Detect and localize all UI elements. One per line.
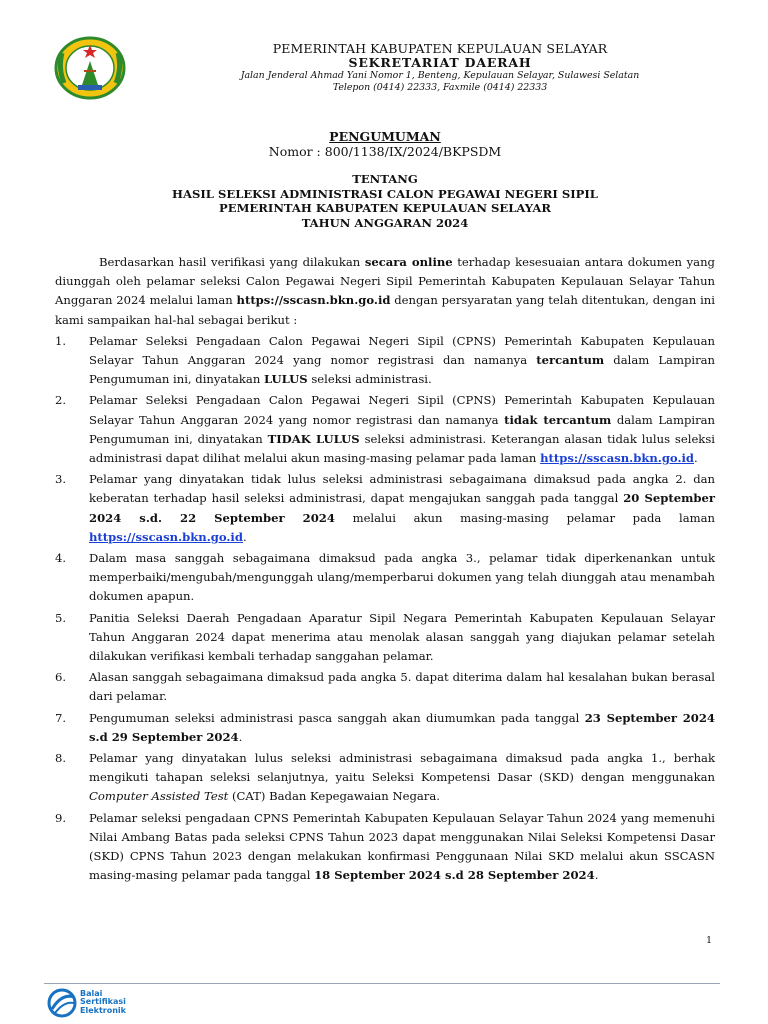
list-item-text: Panitia Seleksi Daerah Pengadaan Aparatur Sipil Negara Pemerintah Kabupaten Kepulauan Selayar Tahun Anggaran 2024 dapat menerima atau menolak alasan sanggah yang diajukan pelamar setelah dilakukan verifikasi kembali terhadap sanggahan pelamar. xyxy=(89,610,715,664)
sscasn-link[interactable]: https://sscasn.bkn.go.id xyxy=(540,451,695,466)
list-item-text: Pengumuman seleksi administrasi pasca sanggah akan diumumkan pada tanggal 23 September 2024 s.d 29 September 2024. xyxy=(89,710,716,744)
list-item xyxy=(55,749,715,807)
list-item-number: 8. xyxy=(55,751,67,766)
list-item xyxy=(55,668,715,706)
announcement-body xyxy=(55,253,715,886)
list-item xyxy=(55,549,715,607)
list-item-text: Dalam masa sanggah sebagaimana dimaksud pada angka 3., pelamar tidak diperkenankan untuk memperbaiki/mengubah/mengunggah ulang/memperbarui dokumen yang telah diunggah atau menambah dokumen apapun. xyxy=(89,551,715,604)
letterhead-government-name: PEMERINTAH KABUPATEN KEPULAUAN SELAYAR xyxy=(272,41,608,56)
list-item xyxy=(55,470,715,547)
announcement-subject-line-1: HASIL SELEKSI ADMINISTRASI CALON PEGAWAI NEGERI SIPIL xyxy=(172,186,598,201)
list-item-number: 9. xyxy=(55,810,67,825)
list-item-number: 6. xyxy=(55,670,67,685)
list-item-number: 2. xyxy=(55,393,67,408)
letterhead-phone: Telepon (0414) 22333, Faxmile (0414) 22333 xyxy=(332,82,548,93)
bse-brand-text: Balai Sertifikasi Elektronik xyxy=(80,989,126,1015)
page-number: 1 xyxy=(706,935,713,946)
list-item xyxy=(55,709,715,747)
list-item xyxy=(55,391,715,468)
list-item-text: Pelamar seleksi pengadaan CPNS Pemerintah Kabupaten Kepulauan Selayar Tahun 2024 yang memenuhi Nilai Ambang Batas pada seleksi CPNS Tahun 2023 dapat menggunakan Nilai Seleksi Kompetensi Dasar (SKD) CPNS Tahun 2023 dengan melakukan konfirmasi Penggunaan Nilai SKD melalui akun SSCASN masing-masing pelamar pada tanggal 18 September 2024 s.d 28 September 2024. xyxy=(89,810,715,883)
footer-divider xyxy=(44,983,720,984)
list-item-text: Pelamar yang dinyatakan tidak lulus seleksi administrasi sebagaimana dimaksud pada angka 2. dan keberatan terhadap hasil seleksi administrasi, dapat mengajukan sanggah pada tanggal 20 September 2024 s.d. 22 September 2024 melalui akun masing-masing pelamar pada laman https://sscasn.bkn.go.id. xyxy=(89,472,715,544)
announcement-subject-line-3: TAHUN ANGGARAN 2024 xyxy=(301,215,469,230)
announcement-items xyxy=(55,332,715,886)
list-item-number: 1. xyxy=(55,333,67,348)
list-item xyxy=(55,809,715,886)
list-item-number: 5. xyxy=(55,610,67,625)
regency-emblem-logo xyxy=(52,35,128,101)
list-item-text: Pelamar Seleksi Pengadaan Calon Pegawai Negeri Sipil (CPNS) Pemerintah Kabupaten Kepulauan Selayar Tahun Anggaran 2024 yang nomor registrasi dan namanya tidak tercantum dalam Lampiran Pengumuman ini, dinyatakan TIDAK LULUS seleksi administrasi. Keterangan alasan tidak lulus seleksi administrasi dapat dilihat melalui akun masing-masing pelamar pada laman https://sscasn.bkn.go.id. xyxy=(89,393,715,466)
letterhead-office-name: SEKRETARIAT DAERAH xyxy=(348,55,532,70)
list-item-number: 3. xyxy=(55,472,67,487)
list-item-text: Pelamar Seleksi Pengadaan Calon Pegawai Negeri Sipil (CPNS) Pemerintah Kabupaten Kepulauan Selayar Tahun Anggaran 2024 yang nomor registrasi dan namanya tercantum dalam Lampiran Pengumuman ini, dinyatakan LULUS seleksi administrasi. xyxy=(89,333,715,387)
list-item-text: Alasan sanggah sebagaimana dimaksud pada angka 5. dapat diterima dalam hal kesalahan bukan berasal dari pelamar. xyxy=(89,670,715,704)
list-item xyxy=(55,332,715,390)
intro-paragraph: Berdasarkan hasil verifikasi yang dilakukan secara online terhadap kesesuaian antara dokumen yang diunggah oleh pelamar seleksi Calon Pegawai Negeri Sipil Pemerintah Kabupaten Kepulauan Selayar Tahun Anggaran 2024 melalui laman https://sscasn.bkn.go.id dengan persyaratan yang telah ditentukan, dengan ini kami sampaikan hal-hal sebagai berikut : xyxy=(55,255,715,327)
announcement-number: Nomor : 800/1138/IX/2024/BKPSDM xyxy=(268,144,502,159)
announcement-heading: PENGUMUMAN xyxy=(329,129,441,144)
sscasn-link[interactable]: https://sscasn.bkn.go.id xyxy=(89,529,243,544)
letterhead-address: Jalan Jenderal Ahmad Yani Nomor 1, Benteng, Kepulauan Selayar, Sulawesi Selatan xyxy=(240,70,640,81)
announcement-title-block xyxy=(60,129,710,230)
list-item-number: 4. xyxy=(55,551,67,566)
list-item xyxy=(55,609,715,667)
announcement-tentang: TENTANG xyxy=(352,172,418,186)
list-item-text: Pelamar yang dinyatakan lulus seleksi administrasi sebagaimana dimaksud pada angka 1., berhak mengikuti tahapan seleksi selanjutnya, yaitu Seleksi Kompetensi Dasar (SKD) dengan menggunakan Computer Assisted Test (CAT) Badan Kepegawaian Negara. xyxy=(89,751,715,804)
announcement-subject-line-2: PEMERINTAH KABUPATEN KEPULAUAN SELAYAR xyxy=(219,201,551,215)
letterhead xyxy=(150,41,730,93)
list-item-number: 7. xyxy=(55,710,67,725)
